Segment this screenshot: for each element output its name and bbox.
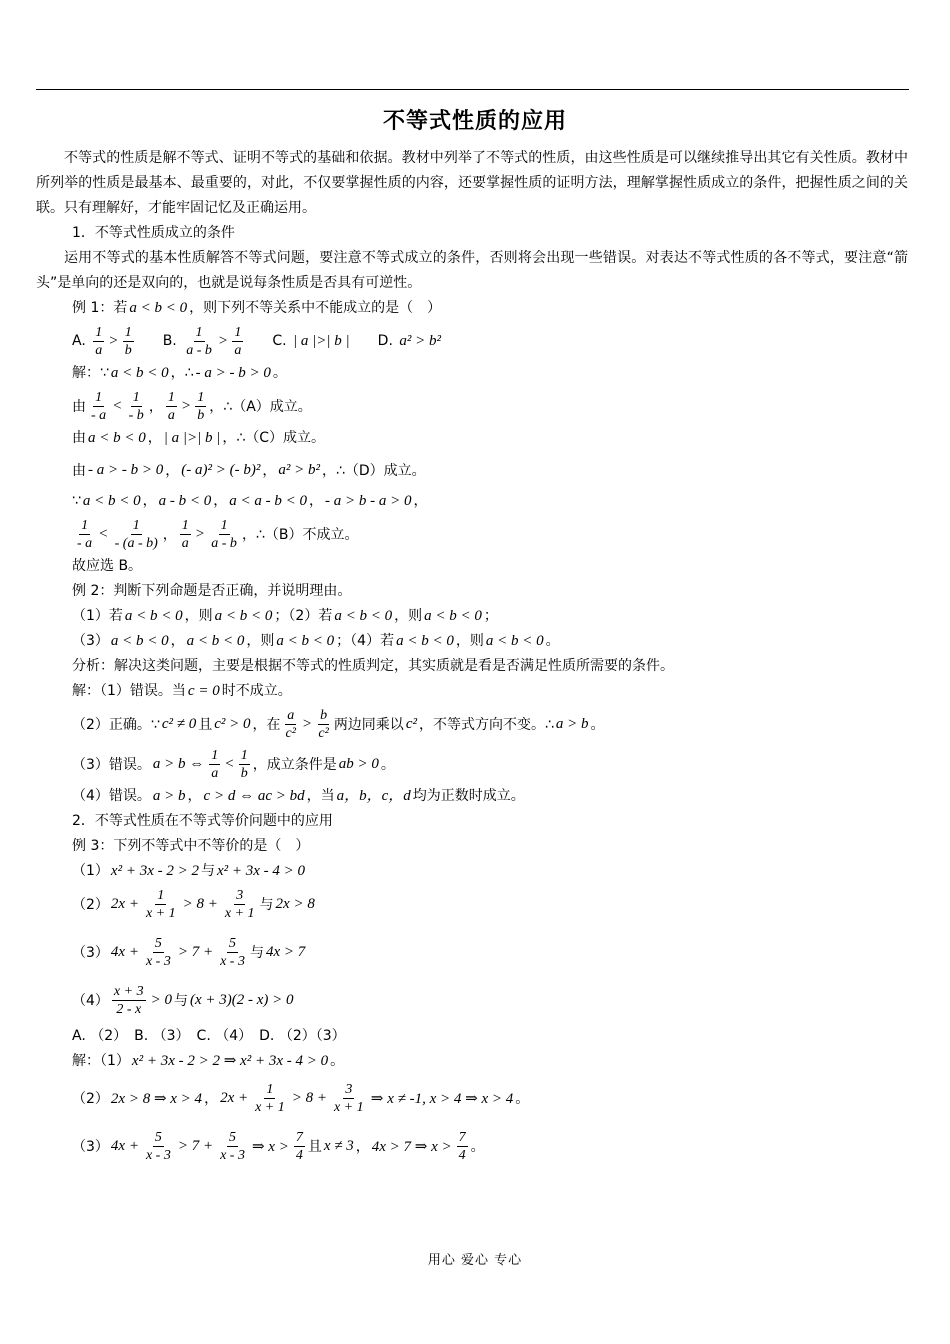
example-1-options: A. $\frac{1}{a}$ > $\frac{1}{b}$ B. $\frac{1}{a - b}$ > $\frac{1}{a}$ C. | a |>| b | D. a² > b² bbox=[72, 324, 441, 358]
fraction: $\frac{1}{- a}$ bbox=[91, 389, 107, 423]
option-c-expr: | a |>| b | bbox=[293, 332, 350, 349]
fraction: $\frac{a}{\text{c²}}$ bbox=[285, 707, 296, 741]
example-1-solution-line-c: 由 a < b < 0 ， | a |>| b | ，∴（C）成立。 bbox=[72, 430, 326, 446]
example-3-item-1: （1） x² + 3x - 2 > 2 与 x² + 3x - 4 > 0 bbox=[72, 863, 306, 879]
fraction: $\frac{x + 3}{2 - x}$ bbox=[113, 983, 144, 1017]
fraction: $\frac{7}{4}$ bbox=[295, 1129, 303, 1163]
example-3-item-2: （2） 2x + $\frac{1}{x + 1}$ > 8 + $\frac{3}{x + 1}$ 与 2x > 8 bbox=[72, 887, 315, 921]
example-2-items-1-2: （1）若 a < b < 0 ，则 a < b < 0 ；（2）若 a < b < 0 ，则 a < b < 0 ； bbox=[72, 608, 498, 624]
fraction: $\frac{b}{\text{c²}}$ bbox=[318, 707, 329, 741]
fraction: $\frac{1}{- b}$ bbox=[128, 389, 144, 423]
fraction: $\frac{1}{x + 1}$ bbox=[255, 1081, 285, 1115]
page-title: 不等式性质的应用 bbox=[382, 109, 567, 134]
fraction: $\frac{1}{a - b}$ bbox=[186, 324, 212, 358]
example-3-solution-2: （2） 2x > 8 ⇒ x > 4 ， 2x + $\frac{1}{x + 1}$ > 8 + $\frac{3}{x + 1}$ ⇒ x ≠ -1, x > 4 ⇒ x > 4 。 bbox=[72, 1081, 530, 1115]
fraction: $\frac{1}{b}$ bbox=[124, 324, 132, 358]
intro-paragraph: 不等式的性质是解不等式、证明不等式的基础和依据。教材中列举了不等式的性质，由这些性质是可以继续推导出其它有关性质。教材中所列举的性质是最基本、最重要的，对此，不仅要掌握性质的内容，还要掌握性质的证明方法，理解掌握性质成立的条件，把握性质之间的关联。只有理解好，才能牢固记忆及正确运用。 bbox=[36, 150, 908, 216]
example-2-answer-4: （4）错误。 a > b ， c > d ⇔ ac > bd ，当 a，b，c，d 均为正数时成立。 bbox=[72, 788, 525, 804]
page-footer: 用心 爱心 专心 bbox=[427, 1253, 523, 1268]
fraction: $\frac{3}{x + 1}$ bbox=[334, 1081, 364, 1115]
fraction: $\frac{1}{a}$ bbox=[211, 747, 219, 781]
example-1-because-line: ∵ a < b < 0 ， a - b < 0 ， a < a - b < 0 ， - a > b - a > 0 ， bbox=[72, 493, 428, 509]
top-rule bbox=[36, 89, 909, 90]
section-2-heading: 2．不等式性质在不等式等价问题中的应用 bbox=[72, 813, 333, 829]
section-1-paragraph: 运用不等式的基本性质解答不等式问题，要注意不等式成立的条件，否则将会出现一些错误。对表达不等式性质的各不等式，要注意“箭头”是单向的还是双向的，也就是说每条性质是否具有可逆性。 bbox=[36, 250, 908, 291]
example-2-answer-3: （3）错误。 a > b ⇔ $\frac{1}{a}$ < $\frac{1}{b}$ ，成立条件是 ab > 0 。 bbox=[72, 747, 395, 781]
fraction: $\frac{1}{b}$ bbox=[240, 747, 248, 781]
fraction: $\frac{1}{a - b}$ bbox=[211, 517, 237, 551]
option-b-label: B. bbox=[162, 333, 177, 349]
example-1-solution-line-a: 由 $\frac{1}{- a}$ < $\frac{1}{- b}$ ， $\frac{1}{a}$ > $\frac{1}{b}$ ，∴（A）成立。 bbox=[72, 389, 312, 423]
example-2-question: 例 2：判断下列命题是否正确，并说明理由。 bbox=[72, 583, 352, 599]
fraction: $\frac{1}{a}$ bbox=[167, 389, 175, 423]
example-1-solution-line-b: $\frac{1}{- a}$ < $\frac{1}{- (a - b)}$ ， $\frac{1}{a}$ > $\frac{1}{a - b}$ ，∴（B）不成立。 bbox=[77, 517, 359, 551]
example-1-solution-line-d: 由 - a > - b > 0 ， (- a)² > (- b)² ， a² > b² ，∴（D）成立。 bbox=[72, 461, 426, 479]
option-d-label: D. bbox=[377, 333, 393, 349]
example-2-items-3-4: （3） a < b < 0 ， a < b < 0 ，则 a < b < 0 ；（4）若 a < b < 0 ，则 a < b < 0 。 bbox=[72, 633, 560, 649]
option-d-expr: a² > b² bbox=[399, 332, 441, 349]
fraction: $\frac{7}{4}$ bbox=[458, 1129, 466, 1163]
example-3-question: 例 3：下列不等式中不等价的是（ ） bbox=[72, 838, 310, 854]
fraction: $\frac{1}{a}$ bbox=[181, 517, 189, 551]
option-a-label: A. bbox=[72, 333, 86, 349]
example-3-solution-3: （3） 4x + $\frac{5}{x - 3}$ > 7 + $\frac{5}{x - 3}$ ⇒ x > $\frac{7}{4}$ 且 x ≠ 3 ， 4x > 7 ⇒ x > $\frac{7}{4}$ 。 bbox=[72, 1129, 485, 1163]
example-1-question: 例 1：若 a < b < 0 ，则下列不等关系中不能成立的是（ ） bbox=[72, 300, 442, 316]
document-body bbox=[36, 146, 908, 1166]
fraction: $\frac{1}{b}$ bbox=[197, 389, 205, 423]
example-2-answer-1: 解：（1）错误。当 c = 0 时不成立。 bbox=[72, 683, 292, 699]
example-3-solution-1: 解：（1） x² + 3x - 2 > 2 ⇒ x² + 3x - 4 > 0 。 bbox=[72, 1053, 345, 1069]
example-1-answer: 故应选 B。 bbox=[72, 558, 143, 574]
fraction: $\frac{5}{x - 3}$ bbox=[145, 1129, 171, 1163]
example-1-solution-line-1: 解：∵ a < b < 0 ，∴ - a > - b > 0 。 bbox=[72, 365, 287, 381]
fraction: $\frac{3}{x + 1}$ bbox=[224, 887, 255, 921]
fraction: $\frac{1}{- a}$ bbox=[77, 517, 93, 551]
example-3-item-3: （3） 4x + $\frac{5}{x - 3}$ > 7 + $\frac{5}{x - 3}$ 与 4x > 7 bbox=[72, 935, 306, 969]
fraction: $\frac{1}{a}$ bbox=[234, 324, 242, 358]
fraction: $\frac{1}{x + 1}$ bbox=[145, 887, 176, 921]
example-3-item-4: （4） $\frac{x + 3}{2 - x}$ > 0 与 (x + 3)(2 - x) > 0 bbox=[72, 983, 294, 1017]
fraction: $\frac{5}{x - 3}$ bbox=[220, 935, 245, 969]
fraction: $\frac{1}{a}$ bbox=[95, 324, 103, 358]
fraction: $\frac{5}{x - 3}$ bbox=[145, 935, 171, 969]
example-2-answer-2: （2）正确。∵ c² ≠ 0 且 c² > 0 ，在 $\frac{a}{\text{c²}}$ > $\frac{b}{\text{c²}}$ 两边同乘以 c² ，不等式方向不变。∴ a > b 。 bbox=[72, 707, 605, 741]
fraction: $\frac{1}{- (a - b)}$ bbox=[114, 517, 158, 551]
example-2-analysis: 分析：解决这类问题，主要是根据不等式的性质判定，其实质就是看是否满足性质所需要的条件。 bbox=[72, 658, 674, 674]
section-1-heading: 1．不等式性质成立的条件 bbox=[72, 225, 235, 241]
example-3-options: A. （2） B. （3） C. （4） D. （2）（3） bbox=[72, 1028, 346, 1044]
fraction: $\frac{5}{x - 3}$ bbox=[220, 1129, 245, 1163]
option-c-label: C. bbox=[272, 333, 287, 349]
